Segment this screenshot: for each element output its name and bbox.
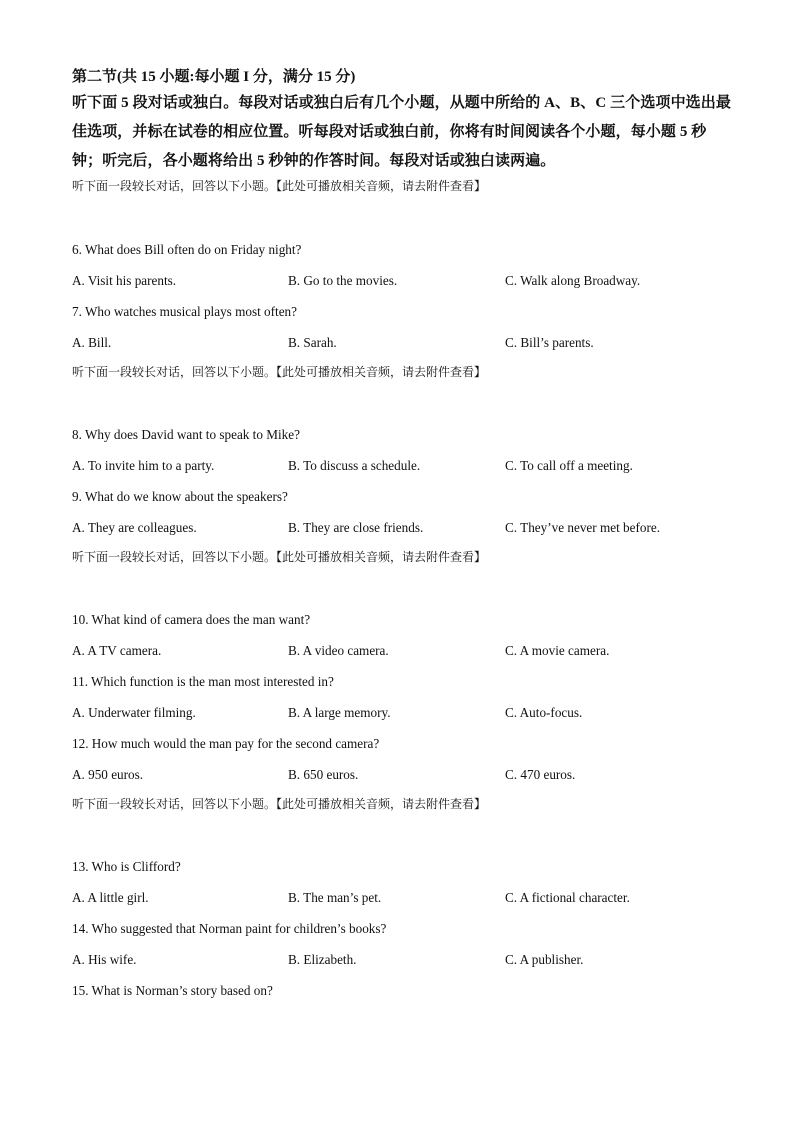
option-c: C. Bill’s parents. [505,335,594,350]
option-a: A. Underwater filming. [72,705,196,720]
options-11 [72,704,732,722]
option-c: C. Auto-focus. [505,705,583,720]
option-a: A. A TV camera. [72,643,162,658]
option-b: B. A video camera. [288,643,389,658]
options-6 [72,272,732,290]
question-9: 9. What do we know about the speakers? [72,489,288,504]
options-14 [72,951,732,969]
audio-note: 听下面一段较长对话，回答以下小题。【此处可播放相关音频，请去附件查看】 [72,179,487,193]
question-8: 8. Why does David want to speak to Mike? [72,427,300,442]
option-b: B. To discuss a schedule. [288,458,421,473]
option-c: C. A publisher. [505,952,584,967]
section-instructions: 听下面 5 段对话或独白。每段对话或独白后有几个小题，从题中所给的 A、B、C 三个选项中选出最佳选项，并标在试卷的相应位置。听每段对话或独白前，你将有时间阅读各个小题，每小题 5 秒钟；听完后，各小题将给出 5 秒钟的作答时间。每段对话或独白读两遍。 [72,95,731,169]
section-header: 第二节(共 15 小题:每小题 I 分，满分 15 分) [72,69,356,85]
exam-page [72,62,732,1000]
question-14: 14. Who suggested that Norman paint for children’s books? [72,921,387,936]
options-7 [72,334,732,352]
options-9 [72,519,732,537]
options-8 [72,457,732,475]
option-c: C. Walk along Broadway. [505,273,641,288]
option-c: C. A fictional character. [505,890,630,905]
option-c: C. They’ve never met before. [505,520,661,535]
option-b: B. Go to the movies. [288,273,398,288]
option-b: B. Elizabeth. [288,952,357,967]
option-a: A. His wife. [72,952,137,967]
option-a: A. Visit his parents. [72,273,177,288]
question-15: 15. What is Norman’s story based on? [72,983,273,998]
option-b: B. Sarah. [288,335,337,350]
option-c: C. To call off a meeting. [505,458,633,473]
option-a: A. A little girl. [72,890,149,905]
audio-note: 听下面一段较长对话，回答以下小题。【此处可播放相关音频，请去附件查看】 [72,797,487,811]
question-6: 6. What does Bill often do on Friday night? [72,242,302,257]
option-c: C. A movie camera. [505,643,610,658]
question-10: 10. What kind of camera does the man want? [72,612,311,627]
option-b: B. A large memory. [288,705,391,720]
option-a: A. 950 euros. [72,767,144,782]
option-a: A. They are colleagues. [72,520,197,535]
question-7: 7. Who watches musical plays most often? [72,304,297,319]
question-11: 11. Which function is the man most interested in? [72,674,334,689]
question-12: 12. How much would the man pay for the second camera? [72,736,380,751]
options-10 [72,642,732,660]
option-c: C. 470 euros. [505,767,576,782]
options-13 [72,889,732,907]
option-b: B. 650 euros. [288,767,359,782]
audio-note: 听下面一段较长对话，回答以下小题。【此处可播放相关音频，请去附件查看】 [72,365,487,379]
options-12 [72,766,732,784]
question-13: 13. Who is Clifford? [72,859,181,874]
option-b: B. They are close friends. [288,520,424,535]
option-a: A. To invite him to a party. [72,458,215,473]
option-a: A. Bill. [72,335,112,350]
option-b: B. The man’s pet. [288,890,382,905]
audio-note: 听下面一段较长对话，回答以下小题。【此处可播放相关音频，请去附件查看】 [72,550,487,564]
